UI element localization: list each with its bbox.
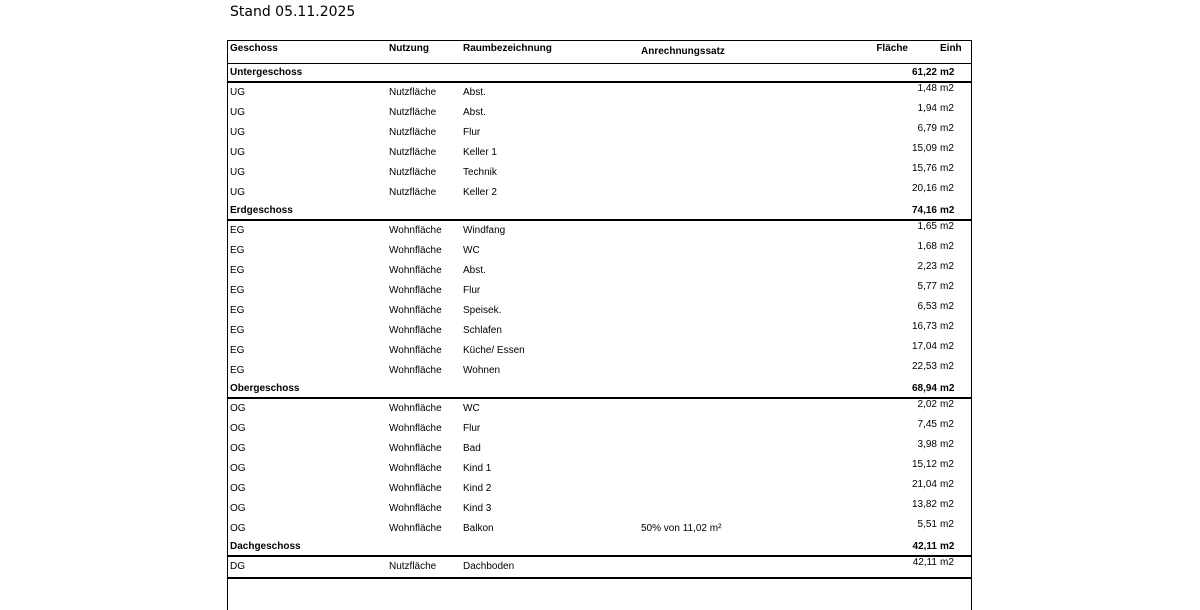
cell-geschoss: EG bbox=[230, 245, 245, 256]
cell-einheit: m2 bbox=[940, 361, 954, 372]
cell-nutzung: Wohnfläche bbox=[389, 403, 442, 414]
table-row bbox=[228, 243, 971, 259]
cell-flaeche: 17,04 bbox=[911, 341, 937, 352]
cell-nutzung: Nutzfläche bbox=[389, 87, 437, 98]
cell-einheit: m2 bbox=[940, 557, 954, 568]
cell-geschoss: UG bbox=[230, 107, 245, 118]
cell-geschoss: OG bbox=[230, 423, 246, 434]
cell-raumbezeichnung: Kind 2 bbox=[463, 483, 492, 494]
section-name: Obergeschoss bbox=[230, 383, 300, 394]
cell-nutzung: Wohnfläche bbox=[389, 503, 442, 514]
cell-flaeche: 7,45 bbox=[917, 419, 937, 430]
section-total: 74,16 bbox=[911, 205, 937, 216]
cell-einheit: m2 bbox=[940, 123, 954, 134]
column-header-raum: Raumbezeichnung bbox=[463, 43, 552, 54]
table-row bbox=[228, 105, 971, 121]
cell-flaeche: 15,09 bbox=[911, 143, 937, 154]
table-row bbox=[228, 323, 971, 339]
cell-geschoss: UG bbox=[230, 87, 245, 98]
table-row bbox=[228, 441, 971, 457]
section-row bbox=[228, 539, 971, 555]
table-row bbox=[228, 303, 971, 319]
cell-flaeche: 22,53 bbox=[911, 361, 937, 372]
cell-nutzung: Wohnfläche bbox=[389, 463, 442, 474]
cell-flaeche: 5,77 bbox=[917, 281, 937, 292]
cell-einheit: m2 bbox=[940, 341, 954, 352]
column-header-geschoss: Geschoss bbox=[230, 43, 278, 54]
cell-geschoss: OG bbox=[230, 503, 246, 514]
cell-geschoss: EG bbox=[230, 265, 245, 276]
table-row bbox=[228, 559, 971, 575]
cell-flaeche: 15,12 bbox=[911, 459, 937, 470]
cell-einheit: m2 bbox=[940, 419, 954, 430]
column-header-satz: Anrechnungssatz bbox=[641, 46, 725, 57]
stand-date: Stand 05.11.2025 bbox=[230, 4, 356, 20]
cell-geschoss: UG bbox=[230, 147, 245, 158]
cell-flaeche: 6,53 bbox=[917, 301, 937, 312]
table-row bbox=[228, 283, 971, 299]
table-row bbox=[228, 481, 971, 497]
cell-anrechnungssatz: 50% von 11,02 m² bbox=[641, 523, 722, 534]
cell-flaeche: 2,02 bbox=[917, 399, 937, 410]
table-row bbox=[228, 421, 971, 437]
table-row bbox=[228, 521, 971, 537]
table-divider bbox=[228, 577, 971, 579]
table-divider bbox=[228, 63, 971, 64]
cell-einheit: m2 bbox=[940, 321, 954, 332]
section-row bbox=[228, 381, 971, 397]
cell-geschoss: OG bbox=[230, 523, 246, 534]
cell-raumbezeichnung: Abst. bbox=[463, 107, 486, 118]
cell-nutzung: Nutzfläche bbox=[389, 147, 437, 158]
cell-raumbezeichnung: Speisek. bbox=[463, 305, 502, 316]
cell-nutzung: Nutzfläche bbox=[389, 127, 437, 138]
cell-raumbezeichnung: Abst. bbox=[463, 87, 486, 98]
cell-einheit: m2 bbox=[940, 241, 954, 252]
table-row bbox=[228, 343, 971, 359]
cell-geschoss: EG bbox=[230, 285, 245, 296]
table-row bbox=[228, 85, 971, 101]
cell-geschoss: OG bbox=[230, 463, 246, 474]
section-total: 68,94 bbox=[911, 383, 937, 394]
section-name: Untergeschoss bbox=[230, 67, 303, 78]
cell-nutzung: Nutzfläche bbox=[389, 167, 437, 178]
section-name: Erdgeschoss bbox=[230, 205, 293, 216]
table-divider bbox=[228, 397, 971, 399]
cell-nutzung: Wohnfläche bbox=[389, 523, 442, 534]
section-row bbox=[228, 203, 971, 219]
table-divider bbox=[228, 81, 971, 83]
table-row bbox=[228, 185, 971, 201]
table-row bbox=[228, 165, 971, 181]
cell-geschoss: OG bbox=[230, 443, 246, 454]
table-row bbox=[228, 125, 971, 141]
cell-geschoss: OG bbox=[230, 483, 246, 494]
cell-nutzung: Wohnfläche bbox=[389, 443, 442, 454]
cell-einheit: m2 bbox=[940, 479, 954, 490]
cell-raumbezeichnung: Windfang bbox=[463, 225, 506, 236]
cell-einheit: m2 bbox=[940, 221, 954, 232]
cell-geschoss: EG bbox=[230, 305, 245, 316]
cell-raumbezeichnung: Flur bbox=[463, 127, 481, 138]
cell-raumbezeichnung: Abst. bbox=[463, 265, 486, 276]
cell-einheit: m2 bbox=[940, 519, 954, 530]
cell-flaeche: 1,65 bbox=[917, 221, 937, 232]
cell-geschoss: UG bbox=[230, 167, 245, 178]
cell-nutzung: Wohnfläche bbox=[389, 325, 442, 336]
cell-geschoss: EG bbox=[230, 365, 245, 376]
cell-raumbezeichnung: Technik bbox=[463, 167, 497, 178]
cell-flaeche: 3,98 bbox=[917, 439, 937, 450]
cell-geschoss: UG bbox=[230, 187, 245, 198]
cell-flaeche: 1,48 bbox=[917, 83, 937, 94]
cell-raumbezeichnung: Schlafen bbox=[463, 325, 502, 336]
table-row bbox=[228, 501, 971, 517]
cell-geschoss: EG bbox=[230, 325, 245, 336]
cell-raumbezeichnung: Keller 2 bbox=[463, 187, 497, 198]
cell-nutzung: Wohnfläche bbox=[389, 345, 442, 356]
table-row bbox=[228, 363, 971, 379]
section-name: Dachgeschoss bbox=[230, 541, 301, 552]
section-unit: m2 bbox=[940, 67, 955, 78]
cell-geschoss: EG bbox=[230, 225, 245, 236]
section-unit: m2 bbox=[940, 205, 955, 216]
cell-geschoss: EG bbox=[230, 345, 245, 356]
cell-raumbezeichnung: Bad bbox=[463, 443, 481, 454]
cell-nutzung: Nutzfläche bbox=[389, 561, 437, 572]
cell-einheit: m2 bbox=[940, 301, 954, 312]
cell-einheit: m2 bbox=[940, 281, 954, 292]
cell-nutzung: Wohnfläche bbox=[389, 423, 442, 434]
section-total: 42,11 bbox=[912, 541, 937, 552]
cell-flaeche: 16,73 bbox=[911, 321, 937, 332]
cell-raumbezeichnung: Balkon bbox=[463, 523, 494, 534]
section-total: 61,22 bbox=[911, 67, 937, 78]
cell-flaeche: 15,76 bbox=[911, 163, 937, 174]
cell-einheit: m2 bbox=[940, 261, 954, 272]
cell-einheit: m2 bbox=[940, 163, 954, 174]
cell-raumbezeichnung: Flur bbox=[463, 285, 481, 296]
cell-flaeche: 20,16 bbox=[911, 183, 937, 194]
cell-einheit: m2 bbox=[940, 499, 954, 510]
cell-nutzung: Wohnfläche bbox=[389, 245, 442, 256]
cell-raumbezeichnung: Kind 1 bbox=[463, 463, 492, 474]
table-divider bbox=[228, 219, 971, 221]
cell-raumbezeichnung: Küche/ Essen bbox=[463, 345, 525, 356]
cell-raumbezeichnung: Wohnen bbox=[463, 365, 501, 376]
table-row bbox=[228, 461, 971, 477]
cell-raumbezeichnung: Kind 3 bbox=[463, 503, 492, 514]
cell-raumbezeichnung: Flur bbox=[463, 423, 481, 434]
table-row bbox=[228, 401, 971, 417]
cell-flaeche: 13,82 bbox=[911, 499, 937, 510]
cell-geschoss: UG bbox=[230, 127, 245, 138]
cell-flaeche: 42,11 bbox=[912, 557, 937, 568]
cell-raumbezeichnung: WC bbox=[463, 245, 480, 256]
cell-einheit: m2 bbox=[940, 459, 954, 470]
cell-nutzung: Nutzfläche bbox=[389, 107, 437, 118]
cell-einheit: m2 bbox=[940, 103, 954, 114]
cell-nutzung: Wohnfläche bbox=[389, 265, 442, 276]
cell-nutzung: Wohnfläche bbox=[389, 225, 442, 236]
cell-raumbezeichnung: Dachboden bbox=[463, 561, 515, 572]
cell-raumbezeichnung: Keller 1 bbox=[463, 147, 497, 158]
cell-nutzung: Wohnfläche bbox=[389, 305, 442, 316]
cell-einheit: m2 bbox=[940, 183, 954, 194]
cell-flaeche: 1,94 bbox=[917, 103, 937, 114]
table-header-row bbox=[228, 41, 971, 57]
cell-geschoss: OG bbox=[230, 403, 246, 414]
cell-flaeche: 5,51 bbox=[917, 519, 937, 530]
table-row bbox=[228, 263, 971, 279]
cell-flaeche: 6,79 bbox=[917, 123, 937, 134]
cell-einheit: m2 bbox=[940, 399, 954, 410]
cell-flaeche: 2,23 bbox=[917, 261, 937, 272]
area-table bbox=[227, 40, 972, 610]
cell-einheit: m2 bbox=[940, 143, 954, 154]
cell-einheit: m2 bbox=[940, 83, 954, 94]
table-row bbox=[228, 145, 971, 161]
table-row bbox=[228, 223, 971, 239]
column-header-flaeche: Fläche bbox=[876, 43, 908, 54]
cell-flaeche: 1,68 bbox=[917, 241, 937, 252]
column-header-einh: Einh bbox=[940, 43, 962, 54]
cell-einheit: m2 bbox=[940, 439, 954, 450]
section-unit: m2 bbox=[940, 541, 955, 552]
cell-raumbezeichnung: WC bbox=[463, 403, 480, 414]
table-divider bbox=[228, 555, 971, 557]
section-unit: m2 bbox=[940, 383, 955, 394]
section-row bbox=[228, 65, 971, 81]
column-header-nutzung: Nutzung bbox=[389, 43, 429, 54]
cell-nutzung: Nutzfläche bbox=[389, 187, 437, 198]
cell-nutzung: Wohnfläche bbox=[389, 365, 442, 376]
cell-nutzung: Wohnfläche bbox=[389, 285, 442, 296]
cell-geschoss: DG bbox=[230, 561, 245, 572]
cell-nutzung: Wohnfläche bbox=[389, 483, 442, 494]
cell-flaeche: 21,04 bbox=[911, 479, 937, 490]
